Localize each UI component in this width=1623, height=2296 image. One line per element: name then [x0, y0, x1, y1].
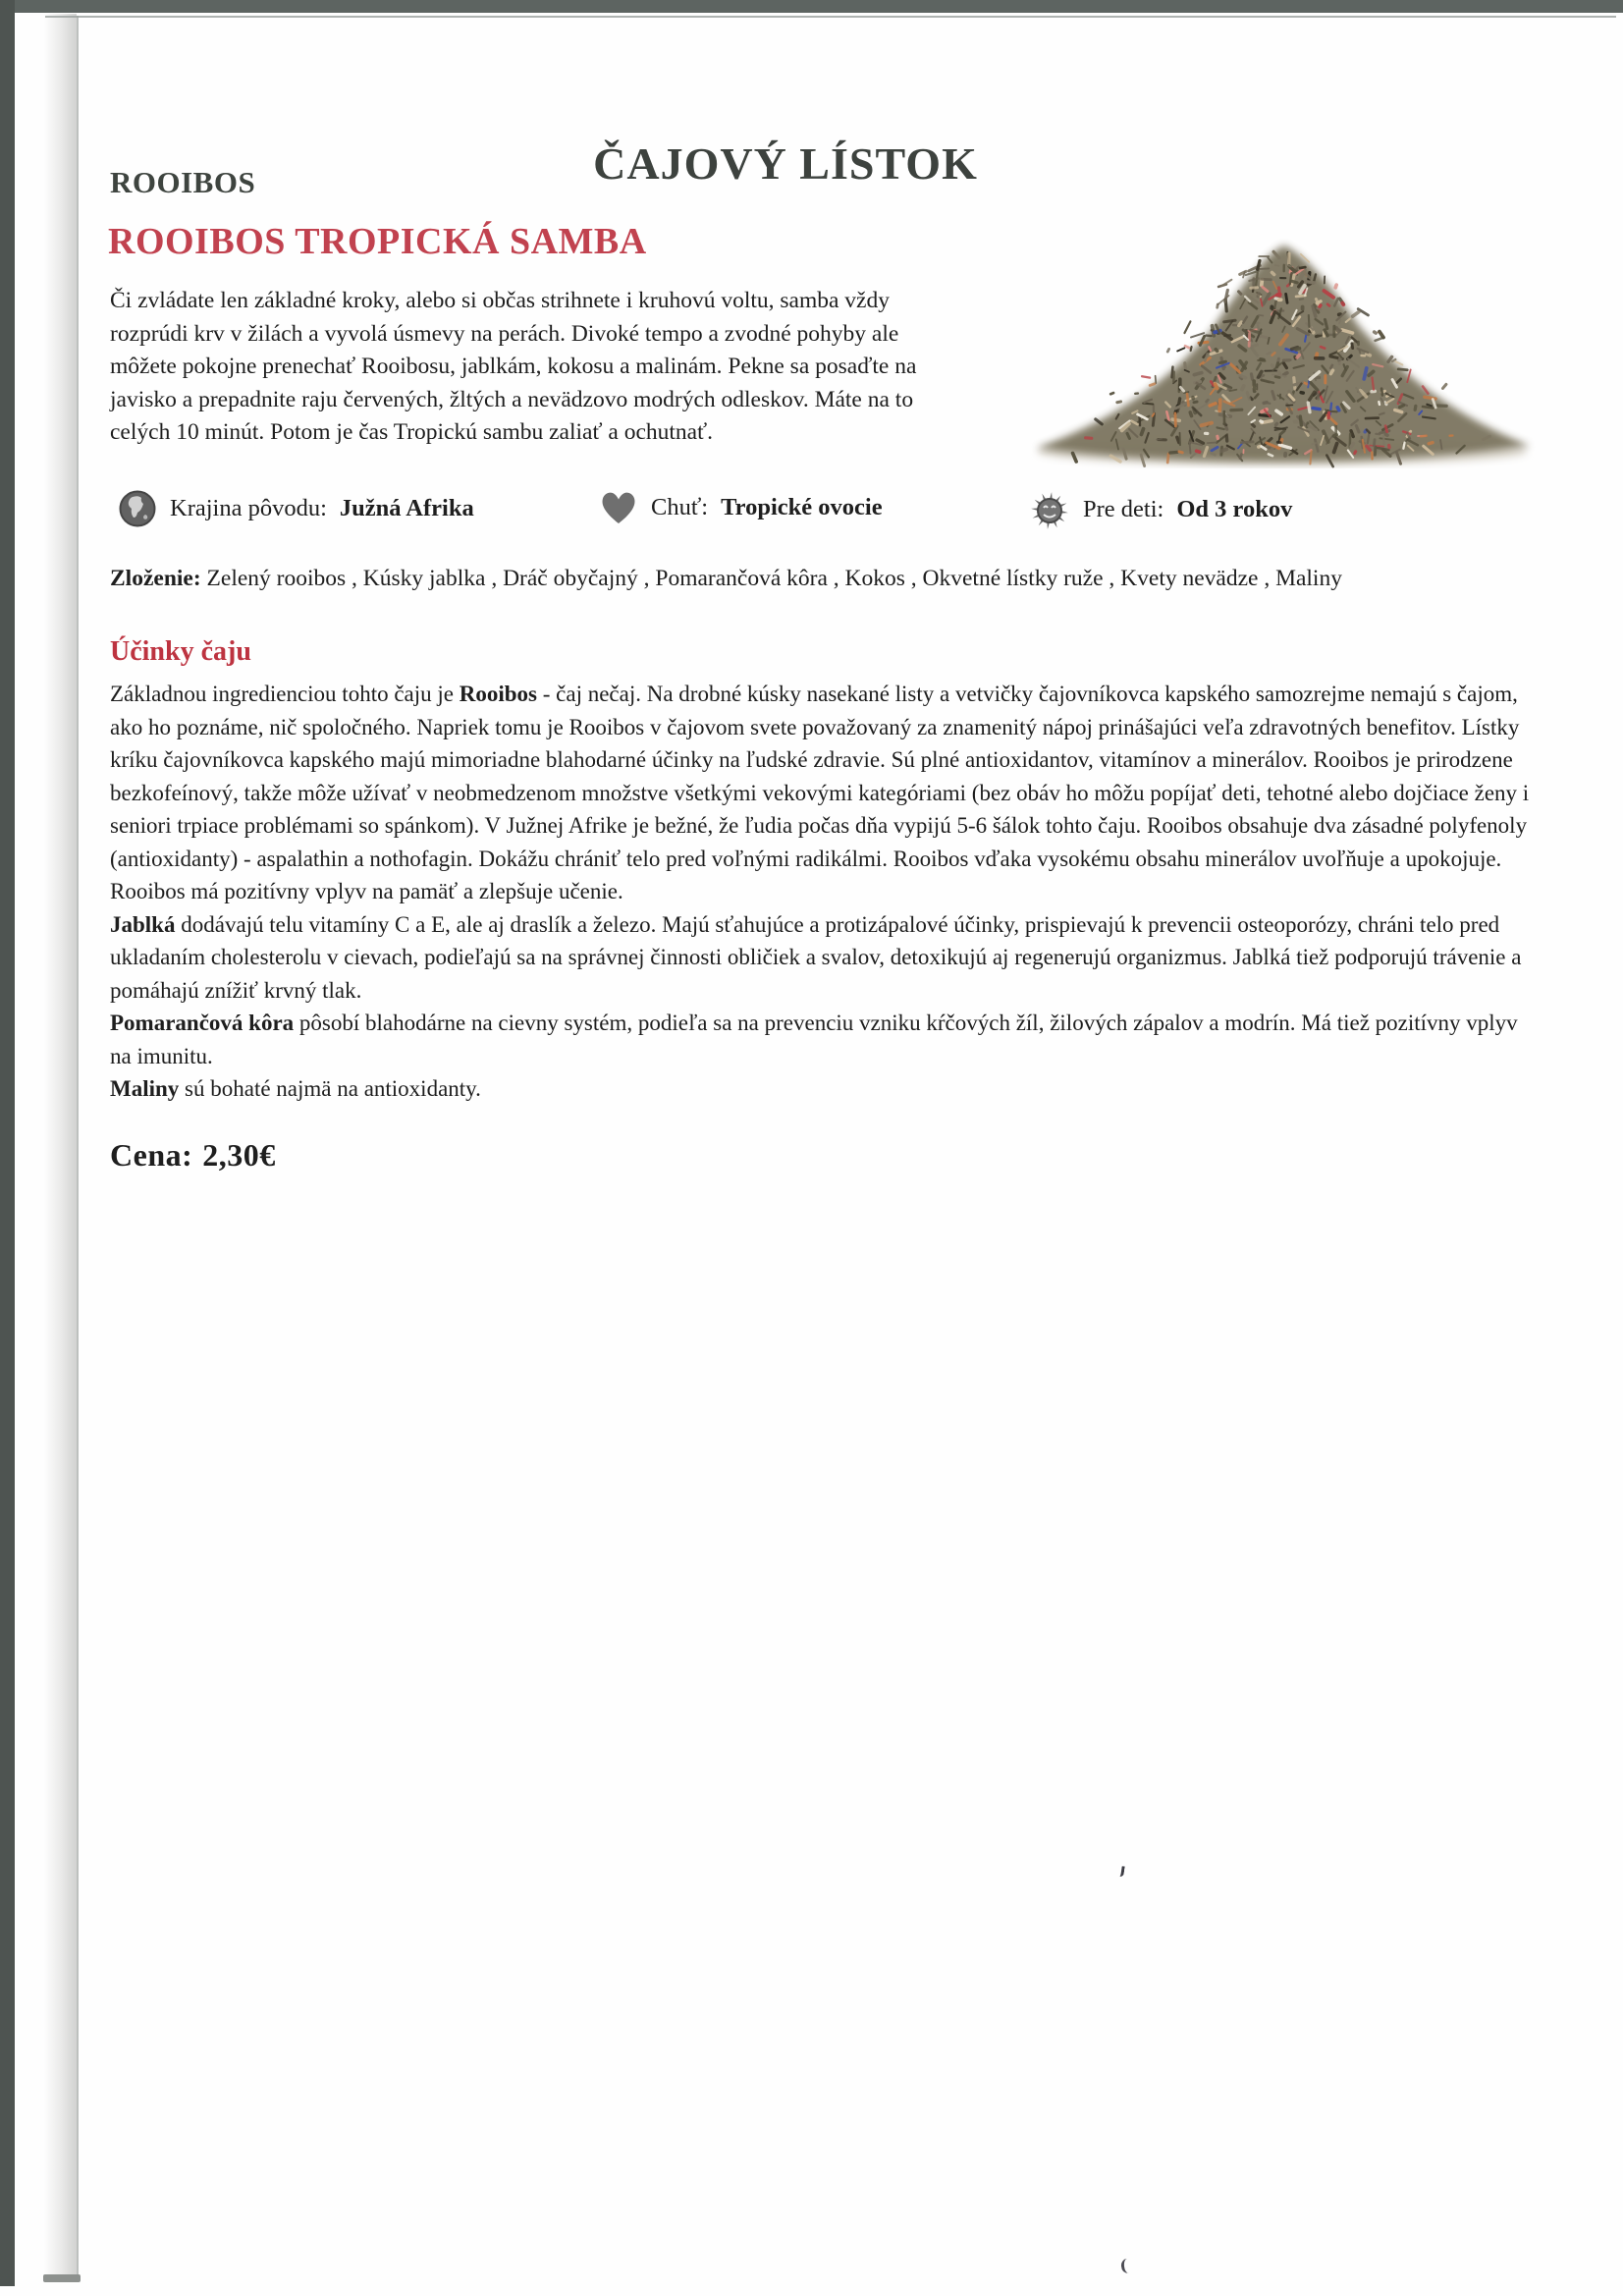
price-label: Cena:: [110, 1137, 193, 1173]
attribute-label: Krajina pôvodu:: [170, 495, 327, 521]
effects-paragraphs: [110, 678, 1542, 1106]
attribute-children: [1029, 489, 1292, 530]
product-title: ROOIBOS TROPICKÁ SAMBA: [108, 221, 647, 262]
attribute-origin: [118, 489, 474, 528]
scan-stray-mark: [1116, 1866, 1124, 1878]
composition-label: Zloženie:: [110, 566, 201, 591]
heart-icon: [599, 489, 638, 526]
scan-top-edge: [0, 0, 1623, 13]
effects-paragraph: Jablká dodávajú telu vitamíny C a E, ale aj draslík a železo. Majú sťahujúce a protizápalové účinky, prispievajú k prevencii osteoporózy, chráni telo pred ukladaním cholesterolu v cievach, podieľajú sa na správnej činnosti obličiek a svalov, detoxikujú aj regenerujú organizmus. Jablká tiež podporujú trávenie a pomáhajú znížiť krvný tlak.: [110, 911, 1522, 1003]
attribute-value: Južná Afrika: [339, 495, 474, 521]
scan-stray-mark: [1120, 2259, 1132, 2274]
brand-label: ROOIBOS: [110, 165, 256, 199]
effects-paragraph: Základnou ingredienciou tohto čaju je Rooibos - čaj nečaj. Na drobné kúsky nasekané listy a vetvičky čajovníkovca kapského samozrejme nemajú s čajom, ako ho poznáme, nič spoločného. Napriek tomu je Rooibos v čajovom svete považovaný za znamenitý nápoj prinášajúci veľa zdravotných benefitov. Lístky kríku čajovníkovca kapského majú mimoriadne blahodarné účinky na ľudské zdravie. Sú plné antioxidantov, vitamínov a minerálov. Rooibos je prirodzene bezkofeínový, takže môže užívať v neobmedzenom množstve všetkými vekovými kategóriami (bez obáv ho môžu popíjať deti, tehotné alebo dojčiace ženy i seniori trpiace problémami so spánkom). V Južnej Afrike je bežné, že ľudia počas dňa vypijú 5-6 šálok tohto čaju. Rooibos obsahuje dva zásadné polyfenoly (antioxidanty) - aspalathin a nothofagin. Dokážu chrániť telo pred voľnými radikálmi. Rooibos vďaka vysokému obsahu minerálov uvoľňuje a upokojuje. Rooibos má pozitívny vplyv na pamäť a zlepšuje učenie.: [110, 682, 1530, 903]
composition: [110, 562, 1542, 595]
composition-value: Zelený rooibos , Kúsky jablka , Dráč obyčajný , Pomarančová kôra , Kokos , Okvetné lístky ruže , Kvety nevädze , Maliny: [200, 566, 1342, 591]
product-photo-tea-pile: [1019, 216, 1544, 469]
attribute-value: Tropické ovocie: [721, 494, 883, 520]
attribute-taste: [599, 489, 883, 526]
scan-left-edge: [0, 0, 15, 2286]
globe-icon: [118, 489, 157, 528]
effects-paragraph: Pomarančová kôra pôsobí blahodárne na cievny systém, podieľa sa na prevenciu vzniku kŕčových žíl, žilových zápalov a modrín. Má tiež pozitívny vplyv na imunitu.: [110, 1011, 1518, 1068]
scan-paper-edge-horizontal: [45, 16, 1616, 18]
sun-icon: [1029, 489, 1070, 530]
page-title: ČAJOVÝ LÍSTOK: [593, 138, 978, 189]
scan-bottom-mark: [43, 2274, 81, 2282]
effects-heading: Účinky čaju: [110, 636, 251, 667]
price: [110, 1137, 286, 1174]
attribute-value: Od 3 rokov: [1176, 496, 1293, 522]
scan-paper-edge-vertical: [77, 16, 79, 2280]
scan-page-shadow: [43, 14, 77, 2280]
attribute-label: Pre deti:: [1083, 496, 1164, 522]
effects-paragraph: Maliny sú bohaté najmä na antioxidanty.: [110, 1076, 481, 1101]
product-description: Či zvládate len základné kroky, alebo si občas strihnete i kruhovú voltu, samba vždy rozprúdi krv v žilách a vyvolá úsmevy na perách. Divoké tempo a zvodné pohyby ale môžete pokojne prenechať Rooibosu, jablkám, kokosu a malinám. Pekne sa posaďte na javisko a prepadnite raju červených, žltých a nevädzovo modrých odleskov. Máte na to celých 10 minút. Potom je čas Tropickú sambu zaliať a ochutnať.: [110, 288, 917, 445]
price-value: 2,30€: [202, 1137, 276, 1173]
attribute-label: Chuť:: [651, 494, 709, 520]
